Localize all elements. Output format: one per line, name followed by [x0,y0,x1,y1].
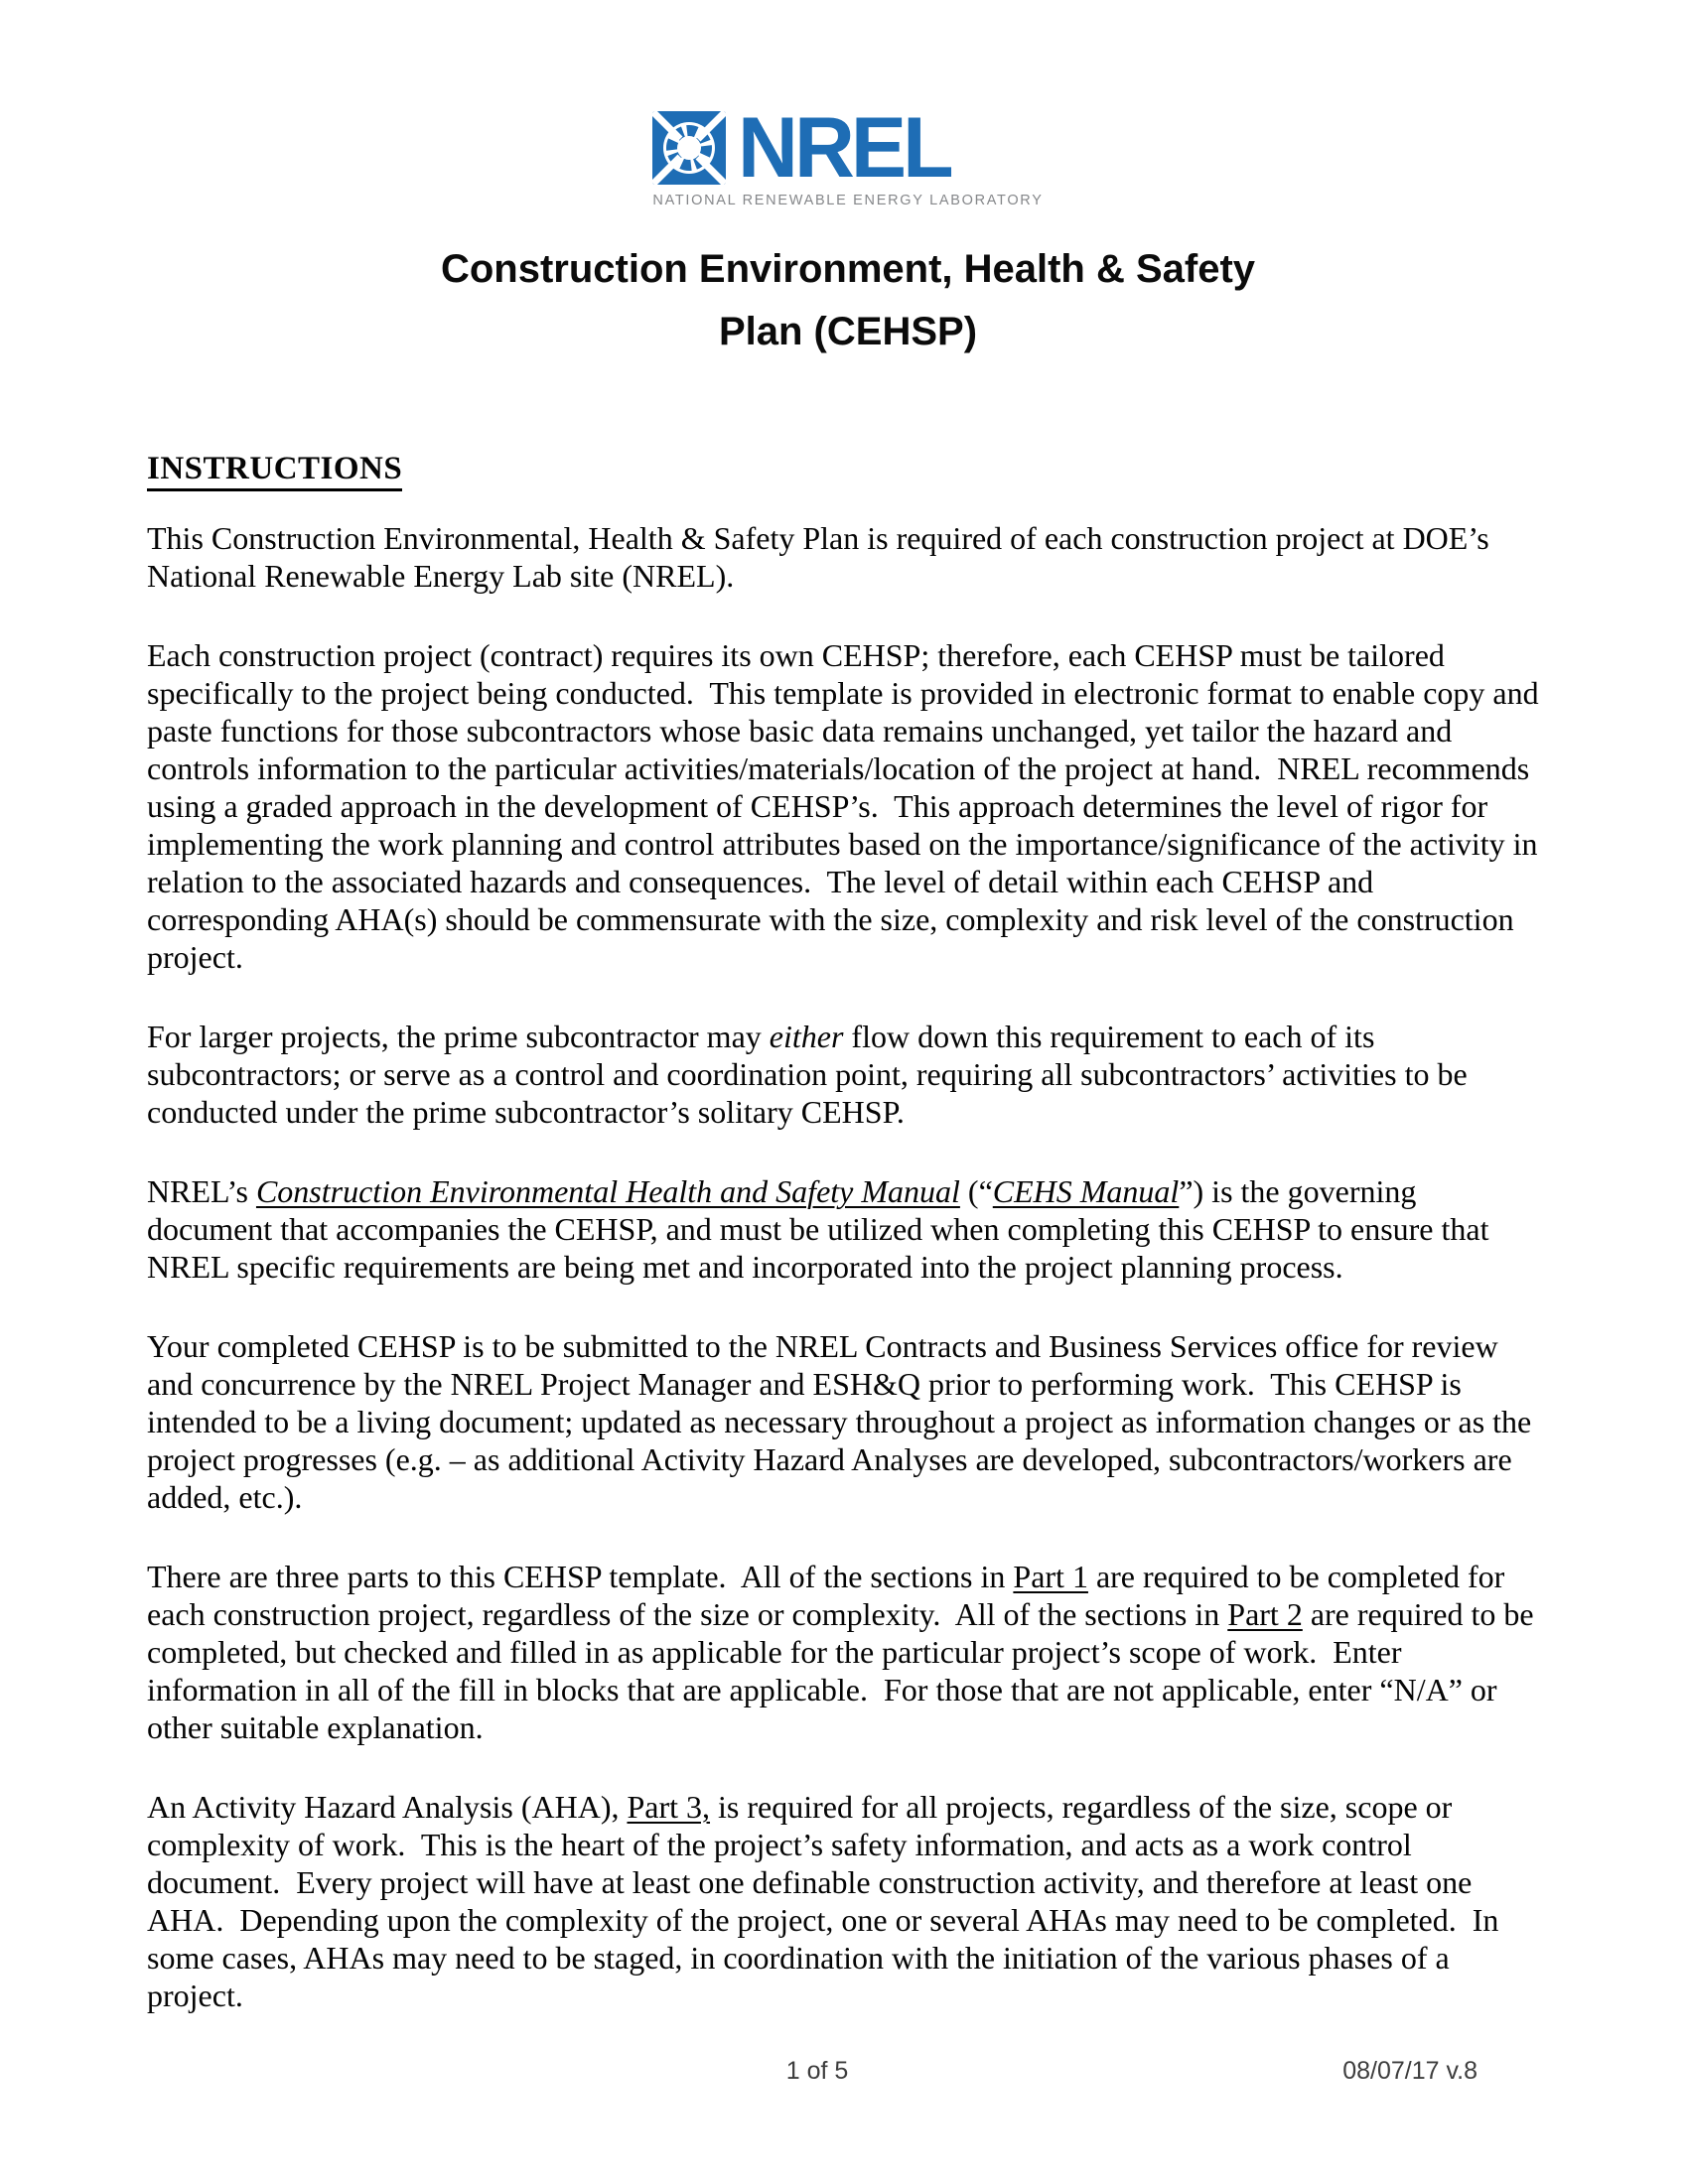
nrel-logo [147,100,1549,208]
instructions-body [147,519,1549,2014]
text-run: An Activity Hazard Analysis (AHA), [147,1789,628,1825]
document-title-line1: Construction Environment, Health & Safety [440,247,1256,291]
text-run: There are three parts to this CEHSP template. All of the sections in [147,1559,1014,1594]
text-run: For larger projects, the prime subcontractor may [147,1019,770,1054]
paragraph [147,1018,1549,1131]
text-run: Construction Environmental Health and Safety Manual [255,1173,960,1209]
nrel-wordmark: NREL [738,100,951,196]
paragraph [147,1172,1549,1286]
paragraph [147,636,1549,976]
text-run: are required to be completed, but checked and filled in as applicable for the particular project’s scope of work. Enter information in all of the fill in blocks that are applicable. For those that are not applicable, enter “N/A” or other suitable explanation. [147,1596,1542,1745]
text-run: flow down this requirement to each of its subcontractors; or serve as a control and coordination point, requiring all subcontractors’ activities to be conducted under the prime subcontractor’s solitary CEHSP. [147,1019,1476,1130]
text-run: either [769,1019,844,1054]
text-run: Each construction project (contract) requires its own CEHSP; therefore, each CEHSP must be tailored specifically to the project being conducted. This template is provided in electronic format to enable copy and paste functions for those subcontractors whose basic data remains unchanged, yet tailor the hazard and controls information to the particular activities/materials/location of the project at hand. NREL recommends using a graded approach in the development of CEHSP’s. This approach determines the level of rigor for implementing the work planning and control attributes based on the importance/significance of the activity in relation to the associated hazards and consequences. The level of detail within each CEHSP and corresponding AHA(s) should be commensurate with the size, complexity and risk level of the construction project. [147,637,1547,975]
nrel-tagline: NATIONAL RENEWABLE ENERGY LABORATORY [652,193,1044,208]
text-run: are required to be completed for each construction project, regardless of the size or complexity. All of the sections in [147,1559,1513,1632]
document-title-line2: Plan (CEHSP) [718,310,978,353]
instructions-heading-text: INSTRUCTIONS [147,451,402,491]
version-label: 08/07/17 v.8 [1342,2057,1477,2085]
nrel-sun-icon [652,111,726,185]
page-number: 1 of 5 [785,2057,849,2085]
nrel-logo-row [652,100,954,196]
text-run: Part 3, [627,1789,711,1825]
nrel-logo-block [652,100,1044,208]
text-run: is required for all projects, regardless of the size, scope or complexity of work. This is the heart of the project’s safety information, and acts as a work control document. Every project will have at least one definable construction activity, and therefore at least one AHA. Depending upon the complexity of the project, one or several AHAs may need to be completed. In some cases, AHAs may need to be staged, in coordination with the initiation of the various phases of a project. [147,1789,1507,2013]
paragraph [147,1788,1549,2014]
text-run: Your completed CEHSP is to be submitted to the NREL Contracts and Business Services office for review and concurrence by the NREL Project Manager and ESH&Q prior to performing work. This CEHSP is intended to be a living document; updated as necessary throughout a project as information changes or as the project progresses (e.g. – as additional Activity Hazard Analyses are developed, subcontractors/workers are added, etc.). [147,1328,1540,1515]
instructions-heading [147,451,1549,491]
paragraph [147,1558,1549,1746]
text-run: This Construction Environmental, Health & Safety Plan is required of each construction project at DOE’s National Renewable Energy Lab site (NREL). [147,520,1497,594]
text-run: (“ [959,1173,993,1209]
text-run: ”) is the governing document that accompanies the CEHSP, and must be utilized when completing this CEHSP to ensure that NREL specific requirements are being met and incorporated into the project planning process. [147,1173,1497,1285]
text-run: Part 2 [1227,1596,1303,1632]
text-run: Part 1 [1013,1559,1088,1594]
document-title [147,238,1549,363]
page-footer [0,2057,1688,2091]
paragraph [147,519,1549,595]
paragraph [147,1327,1549,1516]
text-run: NREL’s [147,1173,256,1209]
text-run: CEHS Manual [992,1173,1180,1209]
